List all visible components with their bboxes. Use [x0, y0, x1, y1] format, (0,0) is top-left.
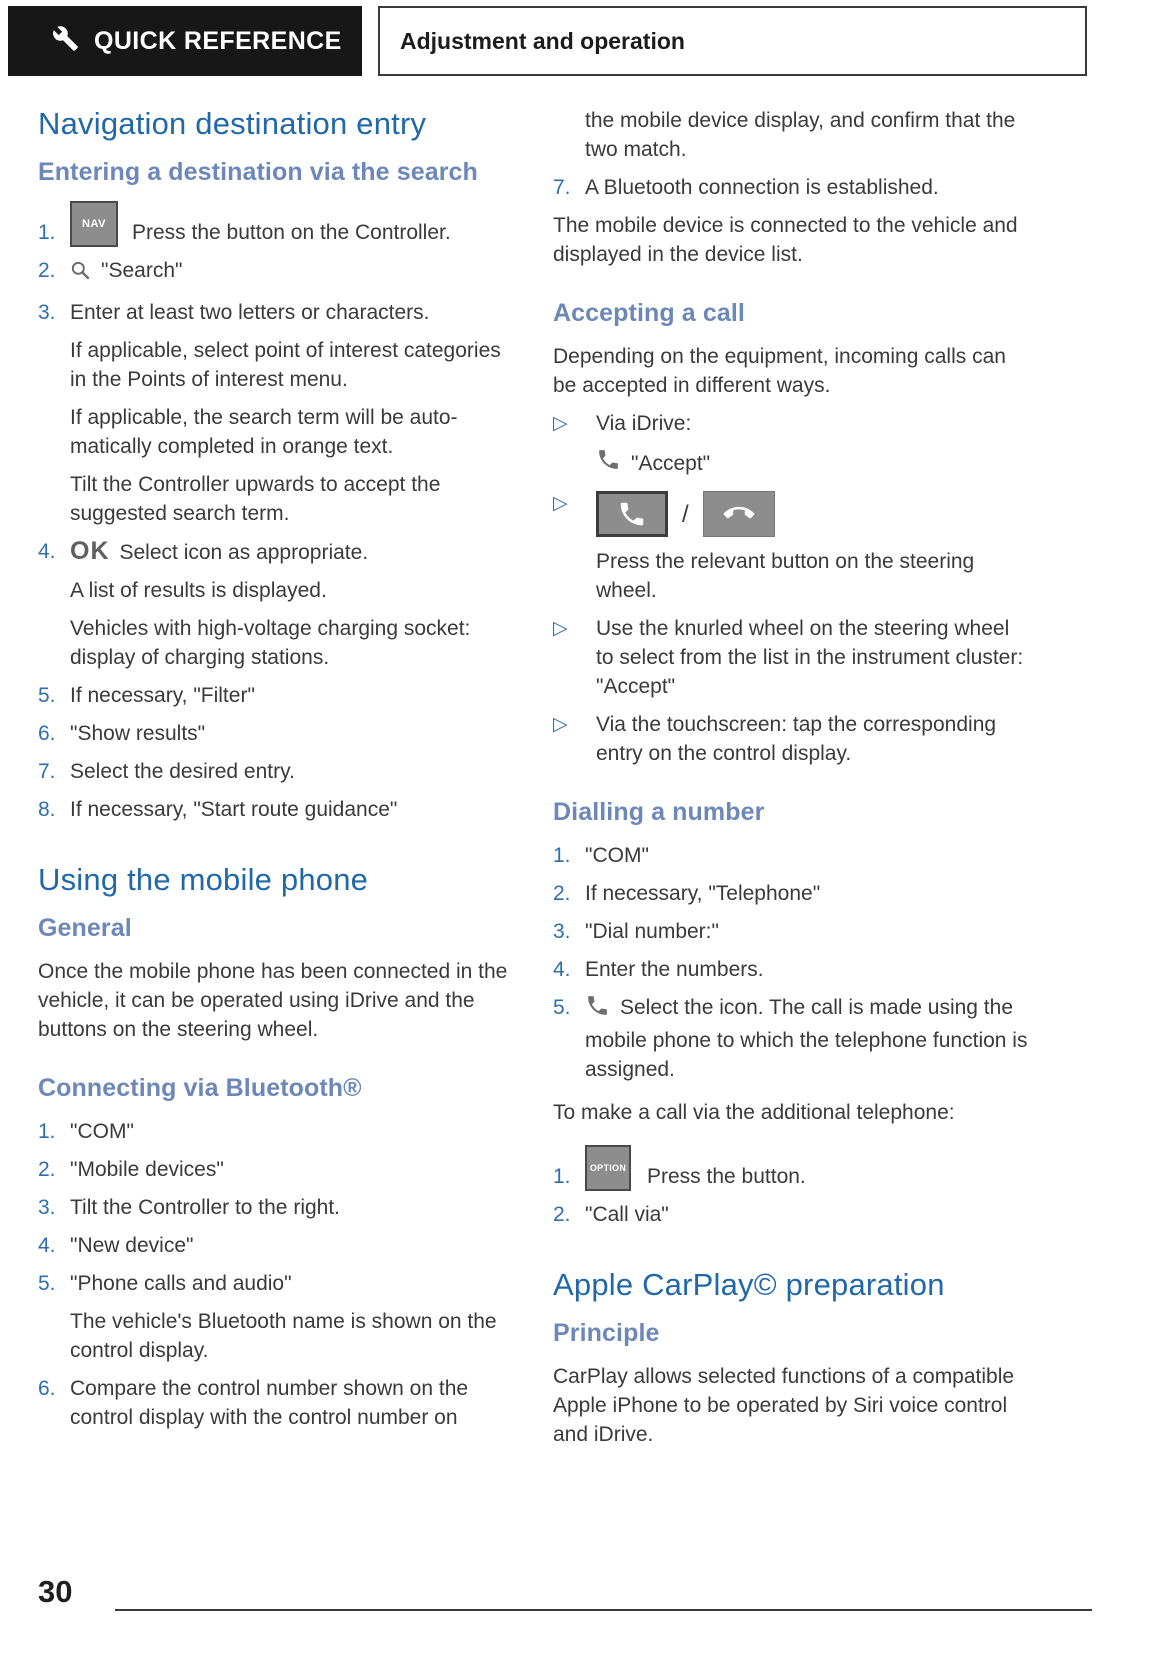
- step-number: 4.: [553, 958, 571, 981]
- ok-icon: OK: [70, 537, 110, 565]
- arrow-bullet-icon: ▷: [553, 413, 568, 434]
- list-item: [553, 1200, 1032, 1229]
- step-text: "Mobile devices": [70, 1158, 224, 1181]
- search-steps-list: [38, 201, 512, 824]
- principle-body: CarPlay allows selected functions of a compatible Apple iPhone to be operated by Siri voice control and iDrive.: [553, 1365, 1015, 1446]
- list-item: [553, 917, 1032, 946]
- bluetooth-result: The mobile device is connected to the vehicle and displayed in the device list.: [553, 214, 1018, 266]
- bluetooth-steps-list-continued: [553, 173, 1032, 202]
- list-item: [38, 1374, 512, 1432]
- step-paragraph: If applicable, select point of interest categories in the Points of interest menu.: [70, 339, 501, 391]
- list-item: [38, 719, 512, 748]
- step-text: "COM": [585, 844, 649, 867]
- subsection-title-bluetooth: Connecting via Bluetooth®: [38, 1074, 362, 1102]
- list-item: [553, 1145, 1032, 1191]
- list-item: [38, 1231, 512, 1260]
- step-text: Select the desired entry.: [70, 760, 295, 783]
- step-number: 4.: [38, 540, 56, 563]
- step-text: Select icon as appropriate.: [119, 541, 369, 564]
- way-text: Use the knurled wheel on the steering wheel to select from the list in the instrument cluster: "Accept": [596, 617, 1024, 698]
- bluetooth-steps-list: [38, 1117, 512, 1432]
- chapter-title: Adjustment and operation: [400, 27, 685, 54]
- step-text: Compare the control number shown on the control display with the control number on: [70, 1377, 469, 1429]
- step-number: 6.: [38, 722, 56, 745]
- step-number: 7.: [553, 176, 571, 199]
- additional-telephone-intro: To make a call via the additional telephone:: [553, 1101, 955, 1124]
- right-column: [553, 106, 1032, 1458]
- step-number: 8.: [38, 798, 56, 821]
- step-text: "Search": [101, 259, 183, 282]
- accepting-ways-list: [553, 409, 1032, 768]
- left-column: [38, 106, 512, 1458]
- slash-separator: /: [682, 500, 689, 528]
- bluetooth-step6-continuation: the mobile device display, and confirm that the two match.: [585, 109, 1016, 161]
- additional-telephone-steps: [553, 1145, 1032, 1229]
- step-paragraph: Tilt the Controller upwards to accept the suggested search term.: [70, 473, 441, 525]
- list-item: [38, 298, 512, 528]
- step-text: Press the button.: [647, 1165, 806, 1188]
- list-item: [38, 256, 512, 289]
- step-text: Press the button on the Controller.: [132, 221, 451, 244]
- subsection-title-principle: Principle: [553, 1319, 660, 1347]
- way-text: Via the touchscreen: tap the corresponding entry on the control display.: [596, 713, 997, 765]
- general-body: Once the mobile phone has been connected in the vehicle, it can be operated using iDrive and the buttons on the steering wheel.: [38, 960, 508, 1041]
- arrow-bullet-icon: ▷: [553, 714, 568, 735]
- list-item: [553, 955, 1032, 984]
- phone-handset-icon: [585, 993, 610, 1026]
- content-columns: [38, 106, 1165, 1458]
- step-text: Select the icon. The call is made using the mobile phone to which the telephone function is assigned.: [585, 996, 1028, 1081]
- arrow-bullet-icon: ▷: [553, 493, 568, 514]
- section-title-navigation: Navigation destination entry: [38, 106, 427, 141]
- step-number: 5.: [38, 1272, 56, 1295]
- accepting-intro: Depending on the equipment, incoming calls can be accepted in different ways.: [553, 345, 1006, 397]
- chapter-title-box: [378, 6, 1087, 76]
- step-text: Enter at least two letters or characters.: [70, 301, 430, 324]
- step-number: 2.: [553, 1203, 571, 1226]
- subsection-title-accepting-call: Accepting a call: [553, 299, 745, 327]
- section-title-carplay: Apple CarPlay© preparation: [553, 1267, 945, 1302]
- list-item: [553, 993, 1032, 1084]
- list-item: [553, 614, 1032, 701]
- step-paragraph: Vehicles with high-voltage charging socket: display of charging stations.: [70, 617, 471, 669]
- step-number: 1.: [553, 1165, 571, 1188]
- list-item: [553, 841, 1032, 870]
- list-item: [38, 1155, 512, 1184]
- step-text: "Phone calls and audio": [70, 1272, 292, 1295]
- way-sub-text: "Accept": [631, 452, 711, 475]
- step-number: 2.: [553, 882, 571, 905]
- step-paragraph: The vehicle's Bluetooth name is shown on the control display.: [70, 1310, 497, 1362]
- step-text: If necessary, "Telephone": [585, 882, 821, 905]
- option-key-icon: OPTION: [585, 1145, 631, 1191]
- step-text: "New device": [70, 1234, 194, 1257]
- step-number: 4.: [38, 1234, 56, 1257]
- list-item: [38, 757, 512, 786]
- accept-call-button-icon: [596, 491, 668, 537]
- list-item: [38, 795, 512, 824]
- nav-key-icon: NAV: [70, 201, 118, 247]
- step-number: 5.: [553, 996, 571, 1019]
- list-item: [553, 879, 1032, 908]
- list-item: [553, 173, 1032, 202]
- step-text: "Call via": [585, 1203, 669, 1226]
- step-text: If necessary, "Filter": [70, 684, 255, 707]
- page-number: 30: [38, 1574, 73, 1609]
- step-number: 3.: [38, 301, 56, 324]
- page-header: [0, 0, 1165, 76]
- step-text: If necessary, "Start route guidance": [70, 798, 398, 821]
- list-item: [553, 489, 1032, 605]
- step-number: 1.: [38, 1120, 56, 1143]
- list-item: [553, 409, 1032, 480]
- wrench-icon: [52, 25, 79, 57]
- step-number: 2.: [38, 1158, 56, 1181]
- step-paragraph: A list of results is displayed.: [70, 579, 327, 602]
- list-item: [38, 537, 512, 672]
- list-item: [38, 1269, 512, 1365]
- footer-rule: [115, 1609, 1092, 1611]
- list-item: [553, 710, 1032, 768]
- step-text: Tilt the Controller to the right.: [70, 1196, 341, 1219]
- step-text: Enter the numbers.: [585, 958, 764, 981]
- quick-reference-badge: [8, 6, 362, 76]
- section-title-mobile-phone: Using the mobile phone: [38, 862, 369, 897]
- step-text: "Show results": [70, 722, 206, 745]
- step-number: 7.: [38, 760, 56, 783]
- step-text: "COM": [70, 1120, 134, 1143]
- list-item: [38, 1193, 512, 1222]
- subsection-title-search: Entering a destination via the search: [38, 158, 478, 186]
- step-number: 2.: [38, 259, 56, 282]
- step-text: A Bluetooth connection is established.: [585, 176, 939, 199]
- badge-label: QUICK REFERENCE: [94, 26, 342, 55]
- step-paragraph: If applicable, the search term will be automatically completed in orange text.: [70, 406, 458, 458]
- phone-handset-icon: [596, 447, 621, 480]
- step-number: 5.: [38, 684, 56, 707]
- step-number: 6.: [38, 1377, 56, 1400]
- decline-call-button-icon: [703, 491, 775, 537]
- search-icon: [70, 260, 91, 289]
- list-item: [38, 1117, 512, 1146]
- list-item: [38, 201, 512, 247]
- subsection-title-general: General: [38, 914, 132, 942]
- step-number: 1.: [553, 844, 571, 867]
- step-text: "Dial number:": [585, 920, 719, 943]
- list-item: [38, 681, 512, 710]
- dialling-steps-list: [553, 841, 1032, 1084]
- subsection-title-dialling: Dialling a number: [553, 798, 765, 826]
- way-text: Press the relevant button on the steering wheel.: [596, 550, 975, 602]
- step-number: 1.: [38, 221, 56, 244]
- step-number: 3.: [553, 920, 571, 943]
- arrow-bullet-icon: ▷: [553, 618, 568, 639]
- way-text: Via iDrive:: [596, 412, 692, 435]
- step-number: 3.: [38, 1196, 56, 1219]
